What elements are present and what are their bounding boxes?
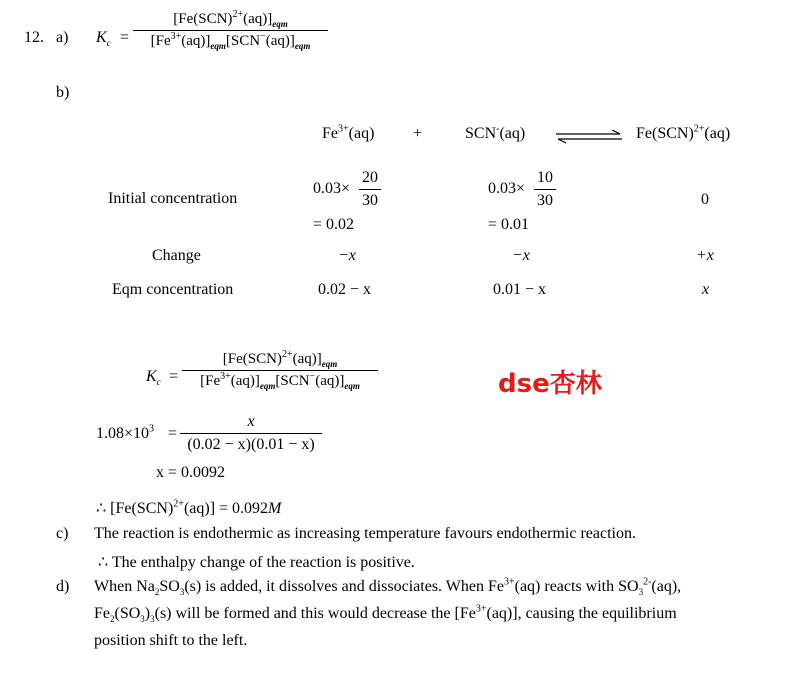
scn-initial-fraction: [534, 169, 556, 210]
product-symbol: Fe(SCN): [636, 125, 694, 142]
part-c-label: c): [56, 525, 69, 542]
kc2-num-charge: 2+: [281, 349, 293, 360]
part-d-line1: [94, 578, 681, 596]
kc-num-eqm: eqm: [272, 19, 288, 29]
kc-numeric-value: [96, 425, 154, 443]
d1-b: SO: [159, 578, 180, 595]
scn-initial-bar: [534, 189, 556, 190]
part-b-label: b): [56, 84, 70, 101]
kc2-denominator: [182, 373, 378, 390]
equation-reactant-fe: [322, 125, 374, 143]
kc2-numerator: [182, 351, 378, 368]
kc-den-scn-eqm: eqm: [294, 41, 311, 51]
kc-numerator: [133, 11, 328, 28]
d1-a: When Na: [94, 578, 155, 595]
d1-d: (aq) reacts with SO: [514, 578, 639, 595]
kc-equals: =: [120, 29, 130, 46]
kc-den-fe: [Fe: [150, 33, 171, 49]
kc2-num-eqm: eqm: [321, 359, 338, 369]
product-state: (aq): [704, 125, 731, 142]
kc-fraction-bar: [133, 30, 328, 31]
kc-value-mantissa: 1.08×10: [96, 425, 150, 442]
kc2-subscript: c: [156, 377, 161, 388]
scn-symbol: SCN: [465, 125, 497, 142]
kc2-den-fe: [Fe: [200, 373, 221, 389]
row-label-initial: Initial concentration: [108, 190, 238, 207]
d2-a: Fe: [94, 605, 110, 622]
equation-product: [636, 125, 730, 143]
kc-symbol: [96, 29, 111, 47]
final-value: (aq)] = 0.092: [183, 500, 269, 517]
part-a-label: a): [56, 29, 69, 46]
d1-sup2: 2-: [643, 576, 652, 588]
scn-initial-coef: 0.03×: [488, 180, 526, 197]
scn-change: −x: [512, 247, 530, 264]
kc2-num-state: (aq)]: [292, 351, 322, 367]
part-c-line1: The reaction is endothermic as increasing temperature favours endothermic reaction.: [94, 525, 636, 542]
d1-c: (s) is added, it dissolves and dissociates. When Fe: [184, 578, 504, 595]
product-change: +x: [696, 247, 714, 264]
question-number: 12.: [24, 29, 44, 46]
row-label-eqm: Eqm concentration: [112, 281, 234, 298]
kc-value-exponent: 3: [149, 423, 155, 435]
fe-initial-fraction: [359, 169, 381, 210]
d2-sub2: 3: [140, 614, 145, 625]
d2-sup1: 3+: [475, 603, 487, 615]
kc-subscript: c: [106, 38, 111, 49]
kc2-fraction: [182, 351, 378, 390]
kc2-symbol: [146, 368, 161, 386]
d1-sup1: 3+: [503, 576, 515, 588]
calc-equals: =: [168, 425, 178, 442]
part-d-line3: position shift to the left.: [94, 632, 248, 649]
part-d-line2: [94, 605, 677, 623]
d1-sub2: 3: [179, 587, 185, 598]
d2-d: (s) will be formed and this would decrease the [Fe: [154, 605, 476, 622]
fe-state: (aq): [348, 125, 375, 142]
fe-charge: 3+: [338, 123, 349, 135]
kc-den-fe-charge: 3+: [170, 31, 182, 42]
fe-change: −x: [338, 247, 356, 264]
d2-e: (aq)], causing the equilibrium: [486, 605, 677, 622]
d1-sub3: 3: [638, 587, 644, 598]
product-initial: 0: [701, 191, 709, 208]
watermark-text: dse杏林: [498, 369, 602, 399]
fe-initial-result: = 0.02: [313, 216, 355, 233]
d1-sub1: 2: [154, 587, 160, 598]
kc2-den-scn-charge: −: [309, 371, 316, 382]
equilibrium-arrows-icon: [554, 130, 624, 144]
kc2-den-fe-charge: 3+: [220, 371, 231, 382]
scn-charge: -: [496, 123, 500, 135]
kc-num-charge: 2+: [232, 9, 244, 20]
kc2-fraction-bar: [182, 370, 378, 371]
final-unit: M: [268, 500, 282, 517]
kc-den-scn: [SCN: [225, 33, 261, 49]
calc-fraction: [180, 413, 322, 454]
scn-eqm: 0.01 − x: [493, 281, 547, 298]
product-charge: 2+: [693, 123, 705, 135]
fe-eqm: 0.02 − x: [318, 281, 372, 298]
kc-denominator: [133, 33, 328, 50]
part-d-label: d): [56, 578, 70, 595]
calc-fraction-bar: [180, 433, 322, 434]
d1-e: (aq),: [651, 578, 682, 595]
product-eqm: x: [702, 281, 710, 298]
kc-num-state: (aq)]: [243, 11, 273, 27]
fe-initial-bar: [359, 189, 381, 190]
calc-den: (0.02 − x)(0.01 − x): [187, 436, 315, 453]
kc-den-scn-charge: −: [260, 31, 266, 42]
scn-initial-result: = 0.01: [488, 216, 530, 233]
part-c-line2: ∴ The enthalpy change of the reaction is positive.: [98, 554, 415, 571]
kc2-den-fe-state: (aq)]: [230, 373, 260, 389]
kc-fraction: [133, 11, 328, 50]
final-charge: 2+: [173, 498, 184, 510]
kc2-num-species: [Fe(SCN): [222, 351, 282, 367]
kc-den-fe-eqm: eqm: [210, 41, 226, 51]
scn-initial-den: 30: [537, 192, 553, 209]
calc-num: x: [247, 413, 255, 430]
d2-c: ): [144, 605, 151, 622]
kc2-den-scn-state: (aq)]: [315, 373, 345, 389]
d2-sub3: 3: [150, 614, 155, 625]
scn-initial-num: 10: [537, 169, 553, 186]
fe-symbol: Fe: [322, 125, 338, 142]
row-label-change: Change: [152, 247, 201, 264]
kc2-den-fe-eqm: eqm: [259, 381, 276, 391]
kc2-den-scn-eqm: eqm: [344, 381, 360, 391]
equation-reactant-scn: [465, 125, 525, 143]
kc-den-scn-state: (aq)]: [265, 33, 295, 49]
d2-b: (SO: [114, 605, 141, 622]
x-result: x = 0.0092: [156, 464, 226, 481]
final-concentration: [96, 498, 281, 518]
kc2-den-scn: [SCN: [275, 373, 310, 389]
final-prefix: ∴ [Fe(SCN): [96, 500, 174, 517]
scn-state: (aq): [499, 125, 526, 142]
fe-initial-num: 20: [362, 169, 378, 186]
fe-initial-coef: 0.03×: [313, 180, 351, 197]
kc-den-fe-state: (aq)]: [181, 33, 211, 49]
equation-plus: +: [413, 125, 423, 142]
kc2-equals: =: [169, 368, 179, 385]
kc2-symbol-text: K: [146, 368, 157, 385]
kc-symbol-text: K: [96, 29, 107, 46]
kc-num-species: [Fe(SCN): [173, 11, 233, 27]
d2-sub1: 2: [110, 614, 115, 625]
fe-initial-den: 30: [362, 192, 378, 209]
